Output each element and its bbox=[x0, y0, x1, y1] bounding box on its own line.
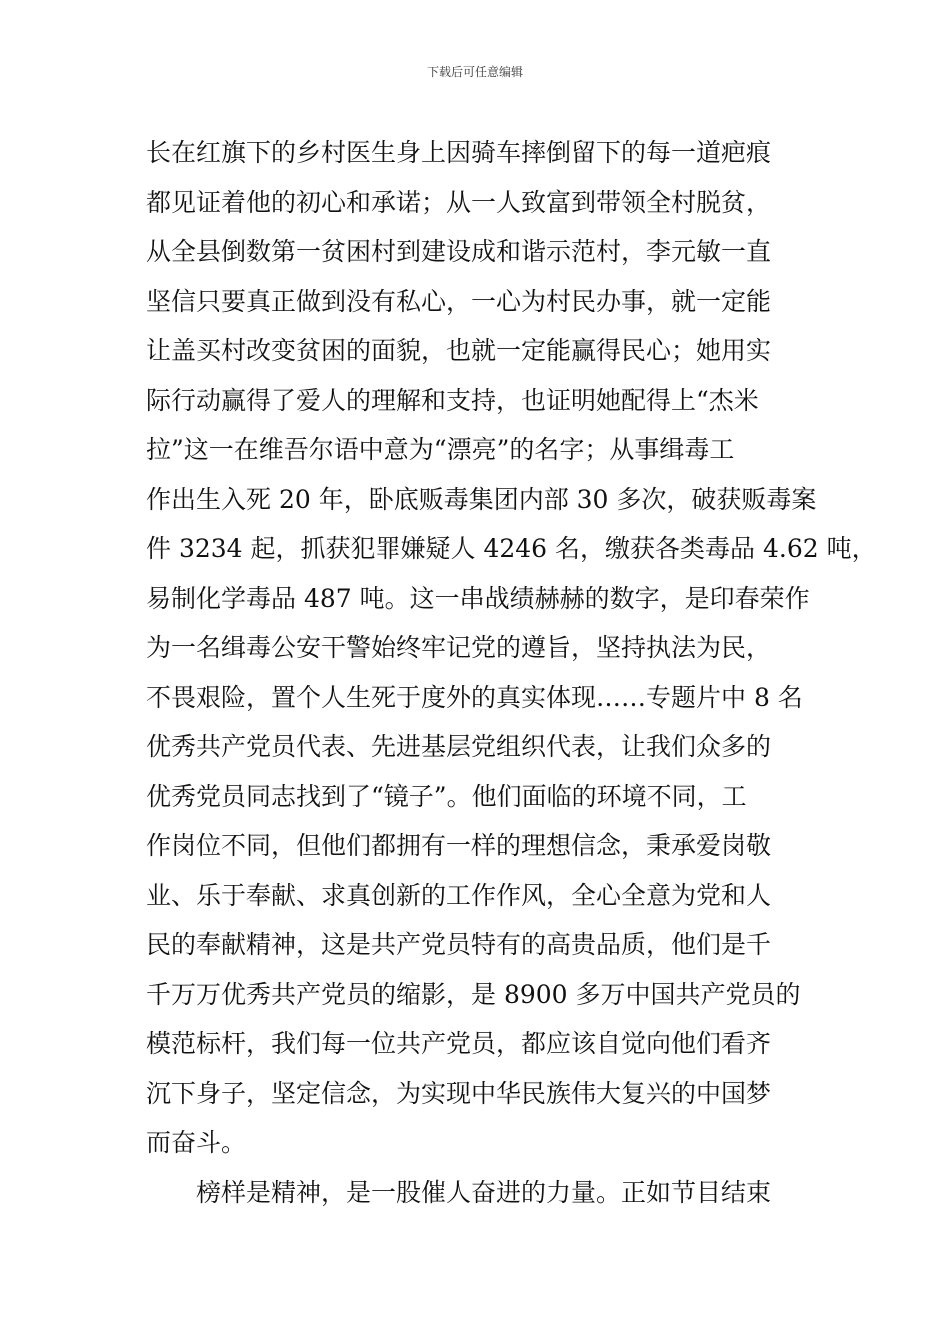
text-line: 模范标杆，我们每一位共产党员，都应该自觉向他们看齐 bbox=[146, 1029, 772, 1058]
document-body bbox=[146, 128, 877, 1217]
text-line: 从全县倒数第一贫困村到建设成和谐示范村，李元敏一直 bbox=[146, 237, 772, 266]
text-line: 沉下身子，坚定信念，为实现中华民族伟大复兴的中国梦 bbox=[146, 1078, 772, 1108]
text-line: 优秀党员同志找到了“镜子”。他们面临的环境不同，工 bbox=[146, 781, 747, 811]
text-line: 作岗位不同，但他们都拥有一样的理想信念，秉承爱岗敬 bbox=[146, 831, 772, 860]
text-line: 都见证着他的初心和承诺；从一人致富到带领全村脱贫， bbox=[146, 187, 772, 217]
text-line: 为一名缉毒公安干警始终牢记党的遵旨，坚持执法为民， bbox=[146, 633, 772, 662]
text-line: 让盖买村改变贫困的面貌，也就一定能赢得民心；她用实 bbox=[146, 336, 772, 365]
text-line: 业、乐于奉献、求真创新的工作作风，全心全意为党和人 bbox=[146, 880, 772, 910]
text-line: 拉”这一在维吾尔语中意为“漂亮”的名字；从事缉毒工 bbox=[146, 435, 735, 464]
text-line: 不畏艰险，置个人生死于度外的真实体现……专题片中 8 名 bbox=[146, 682, 803, 712]
text-line: 长在红旗下的乡村医生身上因骑车摔倒留下的每一道疤痕 bbox=[146, 138, 772, 167]
text-line: 而奋斗。 bbox=[146, 1128, 247, 1157]
text-line: 件 3234 起，抓获犯罪嫌疑人 4246 名，缴获各类毒品 4.62 吨， bbox=[146, 534, 877, 563]
page-header-note: 下载后可任意编辑 bbox=[426, 65, 523, 79]
text-line: 坚信只要真正做到没有私心，一心为村民办事，就一定能 bbox=[146, 286, 772, 316]
text-line: 易制化学毒品 487 吨。这一串战绩赫赫的数字，是印春荣作 bbox=[146, 583, 810, 613]
text-line: 际行动赢得了爱人的理解和支持，也证明她配得上“杰米 bbox=[146, 385, 759, 415]
text-line: 榜样是精神，是一股催人奋进的力量。正如节目结束 bbox=[196, 1177, 772, 1207]
text-line: 民的奉献精神，这是共产党员特有的高贵品质，他们是千 bbox=[146, 930, 772, 959]
text-line: 千万万优秀共产党员的缩影，是 8900 多万中国共产党员的 bbox=[146, 979, 801, 1009]
text-line: 作出生入死 20 年，卧底贩毒集团内部 30 多次，破获贩毒案 bbox=[146, 484, 817, 514]
text-line: 优秀共产党员代表、先进基层党组织代表，让我们众多的 bbox=[146, 732, 772, 761]
